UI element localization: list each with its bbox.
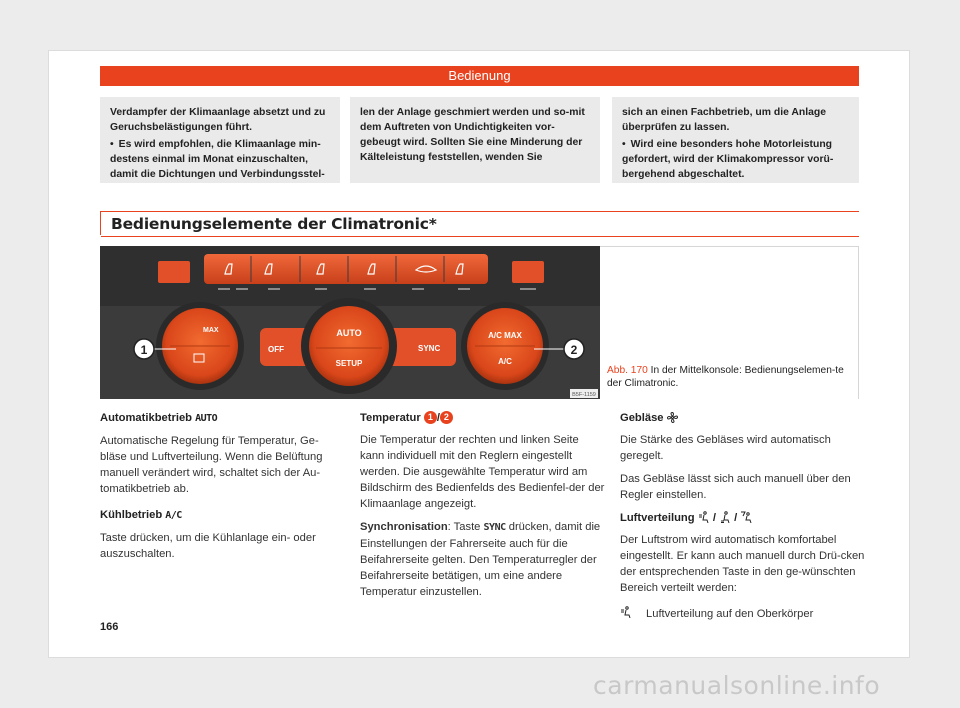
fan-icon <box>667 412 678 423</box>
sync-label: SYNC <box>418 344 441 353</box>
svg-text:2: 2 <box>570 343 578 357</box>
heading-automatik: Automatikbetrieb AUTO <box>100 412 218 424</box>
sync-symbol: SYNC <box>483 522 506 533</box>
ac-max-label: A/C MAX <box>488 331 522 340</box>
heading-luftverteilung: Luftverteilung / / <box>620 510 865 526</box>
auto-symbol: AUTO <box>195 413 218 424</box>
climatronic-panel-figure <box>100 246 600 399</box>
chapter-header: Bedienung <box>100 66 859 86</box>
ac-label: A/C <box>498 357 512 366</box>
list-item-text: Luftverteilung auf den Oberkörper <box>646 608 814 620</box>
callout-ref-1: 1 <box>424 411 437 424</box>
heading-temperatur: Temperatur 1 / 2 <box>360 410 605 426</box>
paragraph: Taste drücken, um die Kühlanlage ein- oder auszuschalten. <box>100 532 316 560</box>
note-box-3 <box>612 97 859 183</box>
heading-kuehlbetrieb: Kühlbetrieb A/C <box>100 509 182 521</box>
text-column-3 <box>620 410 865 623</box>
callout-ref-2: 2 <box>440 411 453 424</box>
text-column-2 <box>360 410 605 607</box>
off-label: OFF <box>268 345 284 354</box>
airflow-upper-body-icon <box>620 606 632 618</box>
panel-illustration <box>100 246 600 399</box>
center-auto-knob <box>309 306 389 386</box>
airflow-windshield-icon <box>740 511 752 523</box>
note-bullet: • Es wird empfohlen, die Klimaanlage min-destens einmal im Monat einzuschalten, damit die Dichtungen und Verbindungsstel- <box>110 137 330 182</box>
paragraph-sync: Synchronisation: Taste SYNC drücken, damit die Einstellungen der Fahrerseite auch für die Beifahrerseite gelten. Den Temperaturregler der Beifahrerseite betätigen, um eine andere Temperatur einzustellen. <box>360 521 601 598</box>
top-left-button <box>158 261 190 283</box>
note-bullet: • Wird eine besonders hohe Motorleistung gefordert, wird der Klimakompressor vorü-bergehend abgeschaltet. <box>622 137 849 182</box>
figure-code: B5F-1159 <box>572 392 596 398</box>
heading-geblaese: Gebläse <box>620 410 865 426</box>
figure-caption <box>607 364 857 390</box>
text-column-1 <box>100 410 345 569</box>
page-number: 166 <box>100 621 119 633</box>
svg-text:1: 1 <box>140 343 148 357</box>
paragraph: Die Temperatur der rechten und linken Seite kann individuell mit den Reglern eingestellt werden. Die ausgewählte Temperatur wird am Bildschirm des Bedienfelds des Bedienfel-der der Klimaanlage angezeigt. <box>360 434 605 510</box>
paragraph: Automatische Regelung für Temperatur, Ge-bläse und Luftverteilung. Wenn die Belüftung manuell verändert wird, schaltet sich der Au-tomatikbetrieb ab. <box>100 435 323 495</box>
airflow-upper-body-icon <box>698 511 710 523</box>
ac-symbol: A/C <box>165 510 182 521</box>
setup-label: SETUP <box>335 359 363 368</box>
paragraph: Die Stärke des Gebläses wird automatisch geregelt. <box>620 434 831 462</box>
seat-heat-bar <box>204 254 488 284</box>
note-text: sich an einen Fachbetrieb, um die Anlage überprüfen zu lassen. <box>622 107 827 133</box>
note-text: len der Anlage geschmiert werden und so-mit dem Auftreten von Undichtigkeiten vor-gebeugt wird. Sollten Sie eine Minderung der Kälteleistung feststellen, wenden Sie <box>360 107 585 163</box>
paragraph: Das Gebläse lässt sich auch manuell über den Regler einstellen. <box>620 473 851 501</box>
paragraph: Der Luftstrom wird automatisch komfortabel eingestellt. Er kann auch manuell durch Drü-cken der entsprechenden Taste in den ge-wünschten Bereich verteilt werden: <box>620 534 865 594</box>
note-box-1 <box>100 97 340 183</box>
section-title: Bedienungselemente der Climatronic* <box>100 211 859 235</box>
watermark: carmanualsonline.info <box>593 671 881 700</box>
list-item <box>620 606 865 623</box>
airflow-feet-icon <box>719 511 731 523</box>
note-box-2 <box>350 97 600 183</box>
caption-text: In der Mittelkonsole: Bedienungselemen-te der Climatronic. <box>607 365 844 389</box>
auto-label: AUTO <box>336 328 362 338</box>
caption-label: Abb. 170 <box>607 365 648 376</box>
note-text: Verdampfer der Klimaanlage absetzt und zu Geruchsbelästigungen führt. <box>110 107 326 133</box>
top-right-button <box>512 261 544 283</box>
max-label: MAX <box>203 327 219 334</box>
